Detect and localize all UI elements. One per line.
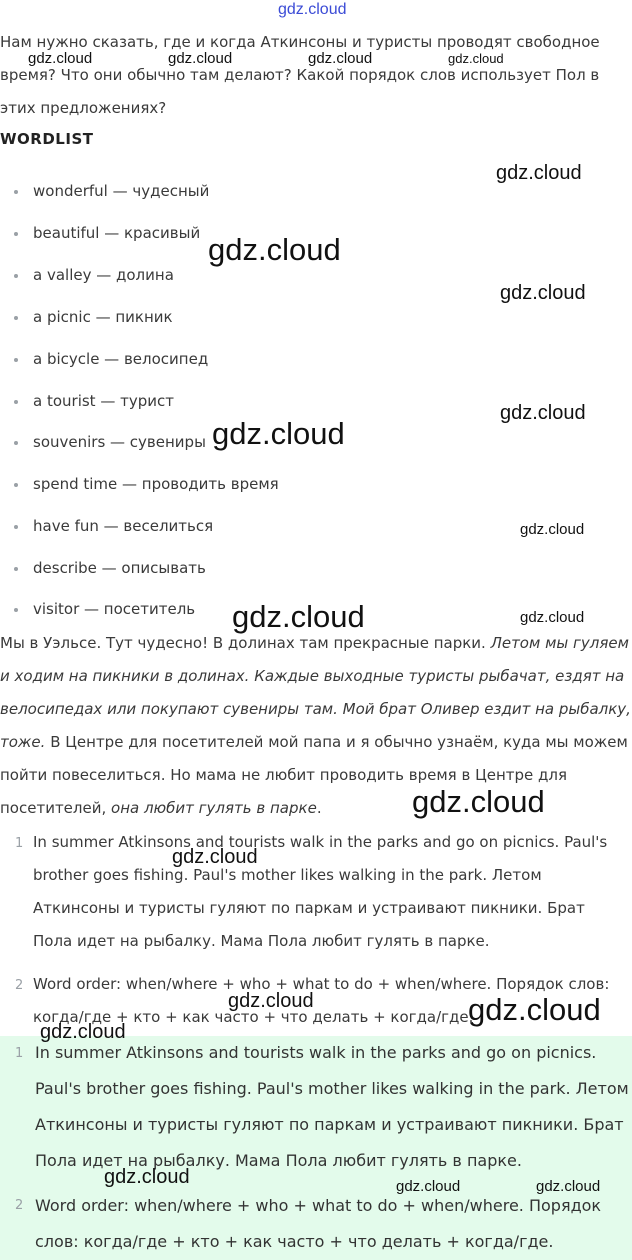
bullet-icon xyxy=(14,274,18,278)
watermark: gdz.cloud xyxy=(520,521,585,538)
wordlist-heading: WORDLIST xyxy=(0,130,94,148)
watermark: gdz.cloud xyxy=(520,609,585,626)
watermark: gdz.cloud xyxy=(500,402,586,424)
bullet-icon xyxy=(14,358,18,362)
watermark: gdz.cloud xyxy=(208,232,341,267)
answer-number: 2 xyxy=(15,1198,24,1213)
watermark: gdz.cloud xyxy=(212,416,345,451)
bullet-icon xyxy=(14,232,18,236)
bullet-icon xyxy=(14,525,18,529)
answer-text: Word order: when/where + who + what to do + when/where. Порядок слов: когда/где + кто + как часто + что делать + когда/где. xyxy=(33,975,610,1026)
bullet-icon xyxy=(14,190,18,194)
answer-number: 2 xyxy=(15,978,24,993)
answer-text: In summer Atkinsons and tourists walk in the parks and go on picnics. Paul's brother goes fishing. Paul's mother likes walking in the park. Летом Аткинсоны и туристы гуляют по паркам и устраивают пикники. Брат Пола идет на рыбалку. Мама Пола любит гулять в парке. xyxy=(35,1043,629,1170)
watermark: gdz.cloud xyxy=(412,784,545,819)
bullet-icon xyxy=(14,316,18,320)
answer-text: In summer Atkinsons and tourists walk in the parks and go on picnics. Paul's brother goes fishing. Paul's mother likes walking in the park. Летом Аткинсоны и туристы гуляют по паркам и устраивают пикники. Брат Пола идет на рыбалку. Мама Пола любит гулять в парке. xyxy=(33,833,608,950)
watermark-top: gdz.cloud xyxy=(278,1,347,18)
watermark: gdz.cloud xyxy=(40,1021,126,1043)
bullet-icon xyxy=(14,483,18,487)
watermark: gdz.cloud xyxy=(104,1166,190,1188)
watermark: gdz.cloud xyxy=(468,992,601,1027)
watermark: gdz.cloud xyxy=(232,599,365,634)
intro-paragraph: Нам нужно сказать, где и когда Аткинсоны и туристы проводят свободное время? Что они обычно там делают? Какой порядок слов использует Пол в этих предложениях? xyxy=(0,33,600,117)
watermark: gdz.cloud xyxy=(536,1178,601,1195)
bullet-icon xyxy=(14,441,18,445)
watermark: gdz.cloud xyxy=(168,50,233,67)
bullet-icon xyxy=(14,567,18,571)
bullet-icon xyxy=(14,400,18,404)
translation-paragraph: Мы в Уэльсе. Тут чудесно! В долинах там прекрасные парки. Летом мы гуляем и ходим на пикники в долинах. Каждые выходные туристы рыбачат, ездят на велосипедах или покупают сувениры там. Мой брат Оливер ездит на рыбалку, тоже. В Центре для посетителей мой папа и я обычно узнаём, куда мы можем пойти повеселиться. Но мама не любит проводить время в Центре для посетителей, она любит гулять в парке. xyxy=(0,634,631,817)
watermark: gdz.cloud xyxy=(228,990,314,1012)
watermark: gdz.cloud xyxy=(396,1178,461,1195)
watermark: gdz.cloud xyxy=(172,846,258,868)
watermark: gdz.cloud xyxy=(448,51,504,66)
watermark: gdz.cloud xyxy=(496,162,582,184)
watermark: gdz.cloud xyxy=(308,50,373,67)
watermark: gdz.cloud xyxy=(500,282,586,304)
watermark: gdz.cloud xyxy=(28,50,93,67)
bullet-icon xyxy=(14,608,18,612)
answer-number: 1 xyxy=(15,1046,24,1061)
answer-number: 1 xyxy=(15,836,24,851)
answer-text: Word order: when/where + who + what to do + when/where. Порядок слов: когда/где + кто + как часто + что делать + когда/где. xyxy=(35,1196,602,1251)
